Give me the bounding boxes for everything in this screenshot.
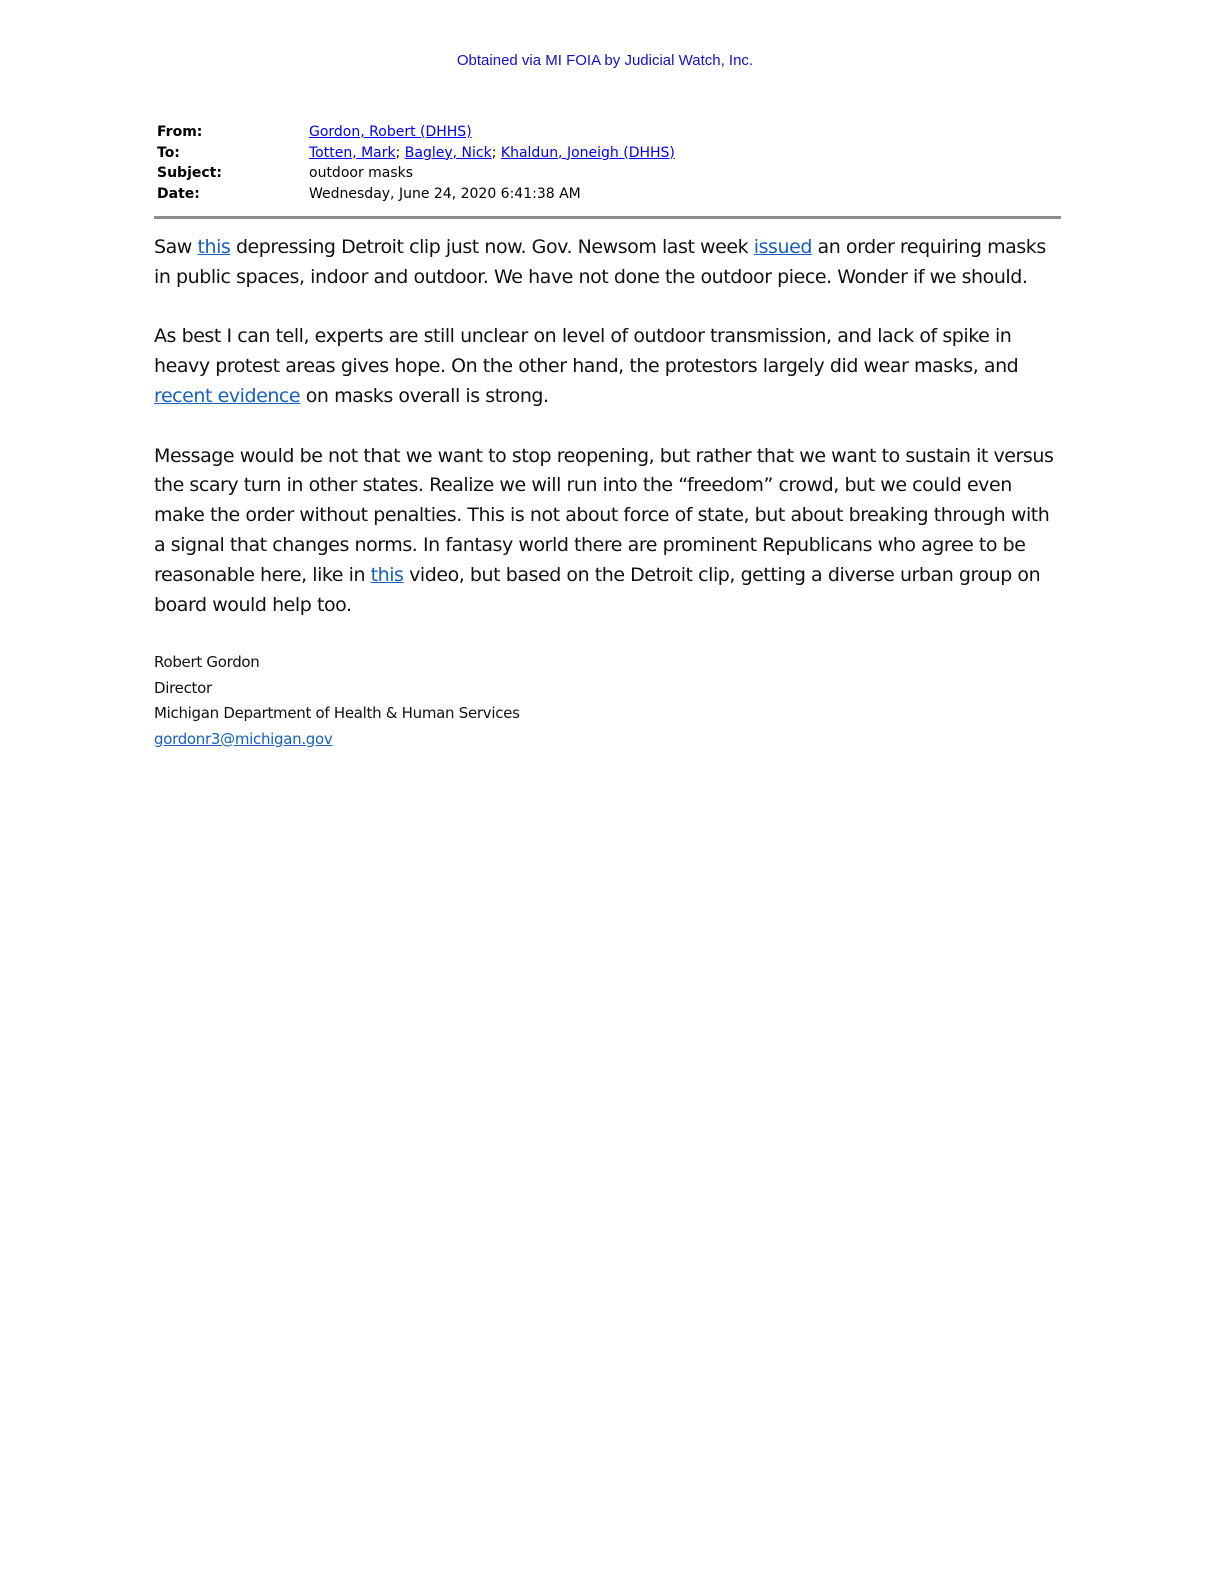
to-separator: ; [491,144,497,161]
subject-value: outdoor masks [309,165,414,182]
body-paragraph-2: As best I can tell, experts are still unclear on level of outdoor transmission, and lack of spike in heavy protest areas gives hope. On the other hand, the protestors largely did wear masks, and recent evidence on masks overall is strong. [154,325,1019,407]
from-link[interactable]: Gordon, Robert (DHHS) [309,124,472,140]
signature-org: Michigan Department of Health & Human Services [154,704,520,722]
to-link-bagley[interactable]: Bagley, Nick [404,144,492,161]
foia-watermark: Obtained via MI FOIA by Judicial Watch, Inc. [456,52,754,69]
to-link-totten[interactable]: Totten, Mark [309,144,396,161]
date-value: Wednesday, June 24, 2020 6:41:38 AM [309,186,581,203]
signature-email-link[interactable]: gordonr3@michigan.gov [154,729,333,748]
republicans-video-link[interactable]: this [370,563,404,586]
email-body [154,233,1064,650]
date-row [157,184,1057,205]
to-label: To: [157,144,180,161]
signature-name: Robert Gordon [154,653,260,671]
signature-block [154,650,520,752]
subject-label: Subject: [157,165,222,182]
signature-title: Director [154,678,212,697]
newsom-order-link[interactable]: issued [753,236,812,258]
to-separator: ; [395,144,401,161]
from-row [157,122,1057,143]
subject-row [157,163,1057,184]
header-divider [154,216,1061,219]
email-header [157,122,1057,205]
from-label: From: [157,124,203,140]
from-value [309,122,472,143]
to-row [157,143,1057,164]
detroit-clip-link[interactable]: this [197,236,231,258]
body-paragraph-3: Message would be not that we want to stop reopening, but rather that we want to sustain it versus the scary turn in other states. Realize we will run into the “freedom” crowd, but we could even make the order without penalties. This is not about force of state, but about breaking through with a signal that changes norms. In fantasy world there are prominent Republicans who agree to be reasonable here, like in this video, but based on the Detroit clip, getting a diverse urban group on board would help too. [154,444,1054,616]
to-value [309,143,675,164]
date-label: Date: [157,186,200,203]
to-link-khaldun[interactable]: Khaldun, Joneigh (DHHS) [500,144,675,161]
recent-evidence-link[interactable]: recent evidence [154,384,301,407]
body-paragraph-1: Saw this depressing Detroit clip just now. Gov. Newsom last week issued an order requiring masks in public spaces, indoor and outdoor. We have not done the outdoor piece. Wonder if we should. [154,236,1046,288]
